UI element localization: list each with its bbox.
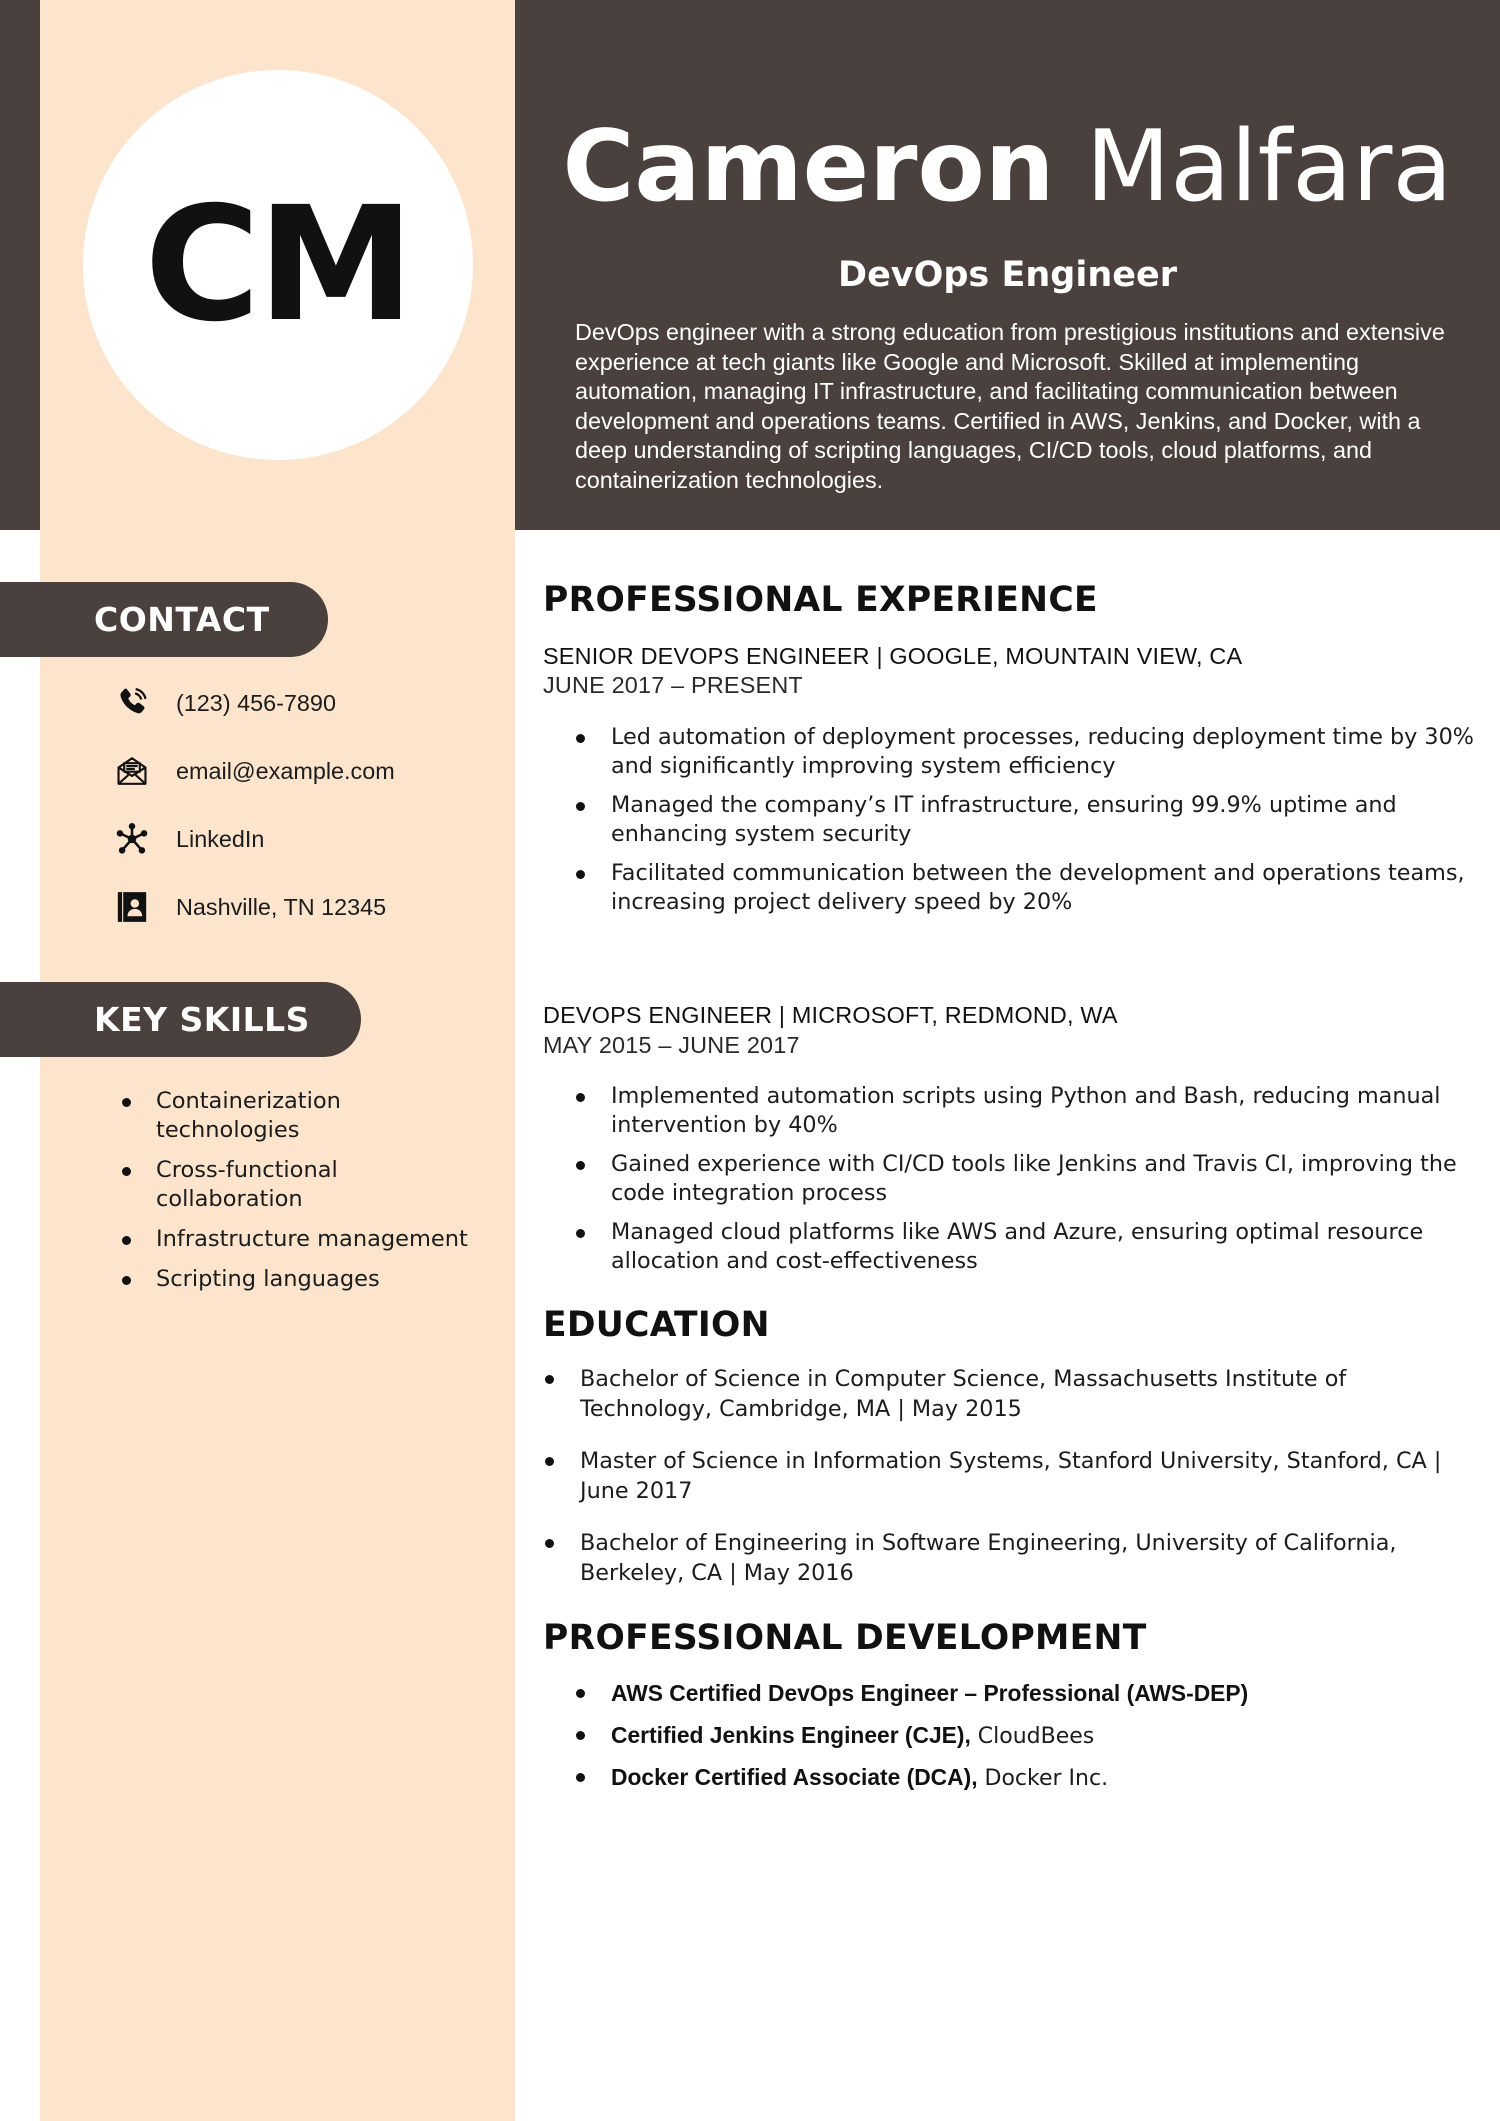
job-dates: JUNE 2017 – PRESENT xyxy=(543,672,803,698)
certification-item xyxy=(572,1720,1477,1752)
job-bullet: Facilitated communication between the development and operations teams, increasing project delivery speed by 20% xyxy=(572,859,1477,917)
certification-name: Certified Jenkins Engineer (CJE), xyxy=(611,1722,971,1748)
candidate-name xyxy=(515,110,1500,224)
job-title-line: DEVOPS ENGINEER | MICROSOFT, REDMOND, WA xyxy=(543,1002,1118,1028)
job-bullet: Led automation of deployment processes, reducing deployment time by 30% and significantly improving system efficiency xyxy=(572,723,1477,781)
certification-name: Docker Certified Associate (DCA), xyxy=(611,1764,978,1790)
contact-email xyxy=(115,754,395,788)
skill-item: Cross-functional collaboration xyxy=(118,1156,478,1214)
key-skills-heading: KEY SKILLS xyxy=(0,982,361,1057)
last-name: Malfara xyxy=(1085,110,1453,224)
job-bullet: Managed the company’s IT infrastructure, ensuring 99.9% uptime and enhancing system security xyxy=(572,791,1477,849)
contact-address xyxy=(115,890,395,924)
education-item: Bachelor of Science in Computer Science, Massachusetts Institute of Technology, Cambridge, MA | May 2015 xyxy=(541,1364,1466,1424)
skill-item: Infrastructure management xyxy=(118,1225,478,1254)
job-bullet-list xyxy=(572,1082,1477,1286)
contact-phone-text: (123) 456-7890 xyxy=(176,689,336,716)
contact-linkedin-text: LinkedIn xyxy=(176,825,265,852)
education-heading: EDUCATION xyxy=(543,1305,770,1345)
certification-list xyxy=(572,1678,1477,1804)
job-title: DevOps Engineer xyxy=(838,255,1177,295)
monogram-initials: CM xyxy=(144,173,412,357)
network-icon xyxy=(115,822,155,856)
certification-org: Docker Inc. xyxy=(977,1766,1109,1791)
job-bullet-list xyxy=(572,723,1477,927)
job-title-line: SENIOR DEVOPS ENGINEER | GOOGLE, MOUNTAIN VIEW, CA xyxy=(543,643,1243,669)
job-dates: MAY 2015 – JUNE 2017 xyxy=(543,1032,800,1058)
contact-phone xyxy=(115,686,395,720)
skill-item: Scripting languages xyxy=(118,1265,478,1294)
envelope-icon xyxy=(115,754,155,788)
skill-item: Containerization technologies xyxy=(118,1087,478,1145)
job-bullet: Managed cloud platforms like AWS and Azure, ensuring optimal resource allocation and cost-effectiveness xyxy=(572,1218,1477,1276)
development-heading: PROFESSIONAL DEVELOPMENT xyxy=(543,1618,1147,1658)
phone-icon xyxy=(115,686,155,720)
contact-linkedin xyxy=(115,822,395,856)
contact-address-text: Nashville, TN 12345 xyxy=(176,893,387,920)
certification-org: CloudBees xyxy=(970,1724,1095,1749)
education-list xyxy=(541,1364,1466,1610)
address-book-icon xyxy=(115,890,155,924)
contact-list xyxy=(115,686,395,958)
education-item: Master of Science in Information Systems, Stanford University, Stanford, CA | June 2017 xyxy=(541,1446,1466,1506)
contact-heading: CONTACT xyxy=(0,582,328,657)
job-bullet: Gained experience with CI/CD tools like Jenkins and Travis CI, improving the code integration process xyxy=(572,1150,1477,1208)
job-bullet: Implemented automation scripts using Python and Bash, reducing manual intervention by 40% xyxy=(572,1082,1477,1140)
certification-item xyxy=(572,1762,1477,1794)
skills-list xyxy=(118,1087,478,1305)
profile-summary: DevOps engineer with a strong education from prestigious institutions and extensive experience at tech giants like Google and Microsoft. Skilled at implementing automation, managing IT infrastructure, and facilitating communication between development and operations teams. Certified in AWS, Jenkins, and Docker, with a deep understanding of scripting languages, CI/CD tools, cloud platforms, and containerization technologies. xyxy=(575,319,1445,493)
certification-item xyxy=(572,1678,1477,1710)
experience-heading: PROFESSIONAL EXPERIENCE xyxy=(543,580,1098,620)
monogram-badge xyxy=(83,70,473,460)
contact-email-text: email@example.com xyxy=(176,757,395,784)
certification-name: AWS Certified DevOps Engineer – Professional (AWS-DEP) xyxy=(611,1680,1249,1706)
first-name: Cameron xyxy=(562,110,1055,224)
education-item: Bachelor of Engineering in Software Engineering, University of California, Berkeley, CA | May 2016 xyxy=(541,1528,1466,1588)
